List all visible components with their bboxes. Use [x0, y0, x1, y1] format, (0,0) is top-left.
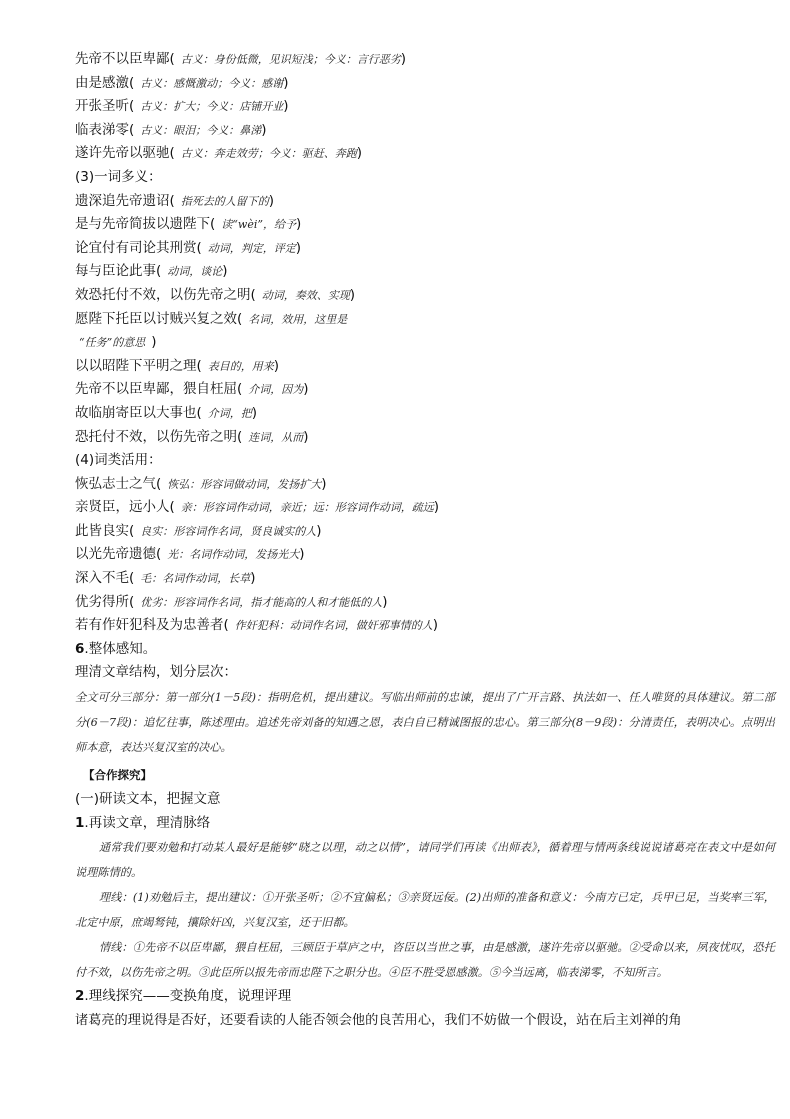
vocab-annotation: 动词，判定，评定	[207, 241, 296, 255]
item-number: 1	[75, 814, 85, 831]
vocab-annotation: 优劣：形容词作名词，指才能高的人和才能低的人	[140, 595, 383, 609]
structure-intro: 理清文章结构，划分层次：	[75, 664, 237, 681]
item-2-heading: 2.理线探究——变换角度，说理评理	[75, 988, 292, 1005]
vocab-term: 恐托付不效，以伤先帝之明(	[75, 428, 243, 445]
vocab-annotation: 古义：奔走效劳；今义：驱赶、奔跑	[180, 147, 357, 161]
vocab-annotation: 动词，谈论	[167, 265, 223, 279]
vocab-term: 若有作奸犯科及为忠善者(	[75, 617, 229, 634]
vocab-annotation: 古义：扩大；今义：店铺开业	[140, 100, 284, 114]
vocab-term: 效恐托付不效，以伤先帝之明(	[75, 286, 256, 303]
vocab-annotation: 动词，奏效、实现	[261, 288, 350, 302]
vocab-annotation: 介词，把	[207, 406, 252, 420]
vocab-term: 遂许先帝以驱驰(	[75, 145, 175, 162]
vocab-annotation: 良实：形容词作名词，贤良诚实的人	[140, 524, 317, 538]
vocab-term: 亲贤臣，远小人(	[75, 499, 175, 516]
item-6-heading: 6.整体感知。	[75, 640, 157, 657]
cooperation-heading: 【合作探究】	[83, 768, 152, 783]
vocab-annotation: 恢弘：形容词做动词，发扬扩大	[167, 477, 322, 491]
heading-polysemy: (3)一词多义：	[75, 168, 162, 185]
emotion-line-paragraph: 情线：①先帝不以臣卑鄙，猥自枉屈，三顾臣于草庐之中，咨臣以当世之事，由是感激，遂许先帝以驱驰。②受命以来，夙夜忧叹，恐托付不效，以伤先帝之明。③此臣所以报先帝而忠陛下之职分也。④臣不胜受恩感激。⑤今当远离，临表涕零，不知所言。	[75, 941, 775, 980]
vocab-term: 以光先帝遗德(	[75, 546, 162, 563]
vocab-annotation: 表目的，用来	[207, 359, 274, 373]
structure-paragraph: 全文可分三部分：第一部分(1－5段)：指明危机，提出建议。写临出师前的忠谏，提出了广开言路、执法如一、任人唯贤的具体建议。第二部分(6－7段)：追忆往事，陈述理由。追述先帝刘备的知遇之恩，表白自已精诚图报的忠心。第三部分(8－9段)：分清责任，表明决心。点明出师本意，表达兴复汉室的决心。	[75, 691, 775, 755]
vocab-list-polysemy: 遗深追先帝遗诏( 指死去的人留下的) 是与先帝简拔以遗陛下( 读“wèi”，给予) 论宜付有司论其刑赏( 动词，判定，评定) 每与臣论此事( 动词，谈论) 效恐托付不效，以伤先帝之明( 动词，奏效、实现) 愿陛下托臣以讨贼兴复之效( 名词，效用，这里是 “任务”的意思 ) 以以昭陛下平明之理( 表目的，用来) 先帝不以臣卑鄙，猥自枉屈( 介词，因为) 故临崩寄臣以大事也( 介词，把) 恐托付不效，以伤先帝之明( 连词，从而)	[75, 192, 356, 445]
vocab-annotation: 毛：名词作动词，长草	[140, 572, 251, 586]
vocab-term: 愿陛下托臣以讨贼兴复之效(	[75, 310, 243, 327]
vocab-term: 论宜付有司论其刑赏(	[75, 239, 202, 256]
heading-word-class: (4)词类活用：	[75, 452, 162, 469]
reason-line-paragraph: 理线：(1)劝勉后主，提出建议：①开张圣听；②不宜偏私；③亲贤远佞。(2)出师的准备和意义：今南方已定，兵甲已足，当奖率三军，北定中原，庶竭驽钝，攘除奸凶，兴复汉室，还于旧都。	[75, 891, 775, 930]
item-1-heading: 1.再读文章，理清脉络	[75, 814, 211, 831]
vocab-term: 开张圣听(	[75, 98, 135, 115]
vocab-annotation: 作奸犯科：动词作名词，做奸邪事情的人	[234, 619, 433, 633]
vocab-annotation: 古义：眼泪；今义：鼻涕	[140, 123, 262, 137]
vocab-list-word-class: 恢弘志士之气( 恢弘：形容词做动词，发扬扩大) 亲贤臣，远小人( 亲：形容词作动词，亲近；远：形容词作动词，疏远) 此皆良实( 良实：形容词作名词，贤良诚实的人) 以光先帝遗德( 光：名词作动词，发扬光大) 深入不毛( 毛：名词作动词，长草) 优劣得所( 优劣：形容词作名词，指才能高的人和才能低的人) 若有作奸犯科及为忠善者( 作奸犯科：动词作名词，做奸邪事情的人)	[75, 475, 440, 634]
vocab-term: 故临崩寄臣以大事也(	[75, 404, 202, 421]
vocab-annotation: 指死去的人留下的	[180, 194, 269, 208]
vocab-term: 先帝不以臣卑鄙(	[75, 51, 175, 67]
item-number: 6	[75, 640, 85, 657]
subsection-heading: (一)研读文本，把握文意	[75, 791, 221, 808]
vocab-term: 深入不毛(	[75, 570, 135, 587]
vocab-term: 临表涕零(	[75, 121, 135, 138]
vocab-annotation: 古义：身份低微，见识短浅；今义：言行恶劣	[180, 53, 401, 66]
vocab-annotation: 古义：感慨激动；今义：感谢	[140, 76, 284, 90]
vocab-term: 优劣得所(	[75, 593, 135, 610]
vocab-term: 先帝不以臣卑鄙，猥自枉屈(	[75, 381, 243, 398]
vocab-term: 恢弘志士之气(	[75, 475, 162, 492]
vocab-term: 遗深追先帝遗诏(	[75, 192, 175, 209]
vocab-annotation: 连词，从而	[248, 430, 304, 444]
vocab-annotation: “任务”的意思	[79, 336, 146, 350]
document-page	[75, 48, 775, 1032]
vocab-term: 以以昭陛下平明之理(	[75, 357, 202, 374]
vocab-annotation: 介词，因为	[248, 383, 304, 397]
item-number: 2	[75, 988, 85, 1005]
vocab-list-ancient-modern: 先帝不以臣卑鄙( 古义：身份低微，见识短浅；今义：言行恶劣) 由是感激( 古义：感慨激动；今义：感谢) 开张圣听( 古义：扩大；今义：店铺开业) 临表涕零( 古义：眼泪；今义：鼻涕) 遂许先帝以驱驰( 古义：奔走效劳；今义：驱赶、奔跑)	[75, 51, 407, 162]
vocab-annotation: 名词，效用，这里是	[248, 312, 348, 326]
vocab-term: 是与先帝简拔以遗陛下(	[75, 216, 216, 233]
vocab-term: 此皆良实(	[75, 522, 135, 539]
final-paragraph-line: 诸葛亮的理说得是否好，还要看读的人能否领会他的良苦用心，我们不妨做一个假设，站在后主刘禅的角	[75, 1012, 682, 1028]
vocab-annotation: 光：名词作动词，发扬光大	[167, 548, 300, 562]
vocab-annotation: 读“wèi”，给予	[221, 218, 296, 232]
vocab-term: 每与臣论此事(	[75, 263, 162, 280]
vocab-annotation: 亲：形容词作动词，亲近；远：形容词作动词，疏远	[180, 501, 434, 515]
vocab-term: 由是感激(	[75, 74, 135, 91]
item-1-paragraph: 通常我们要劝勉和打动某人最好是能够“晓之以理，动之以情”，请同学们再读《出师表》，循着理与情两条线说说诸葛亮在表文中是如何说理陈情的。	[75, 841, 775, 880]
